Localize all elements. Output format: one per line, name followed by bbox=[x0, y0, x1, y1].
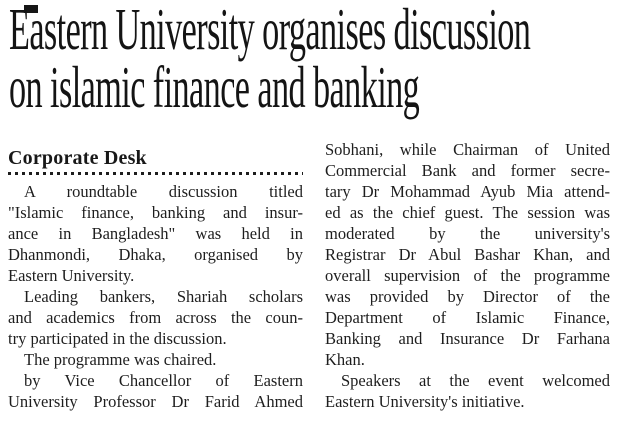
dotted-divider bbox=[8, 172, 303, 175]
text-line: Registrar Dr Abul Bashar Khan, and bbox=[325, 245, 610, 264]
text-line: Department of Islamic Finance, bbox=[325, 308, 610, 327]
text-line: "Islamic finance, banking and insur- bbox=[8, 203, 303, 222]
text-line: moderated by the university's bbox=[325, 224, 610, 243]
text-line: ed as the chief guest. The session was bbox=[325, 203, 610, 222]
text-line: Eastern University's initiative. bbox=[325, 392, 525, 411]
article-headline bbox=[9, 0, 531, 120]
paragraph bbox=[8, 181, 303, 286]
right-column-text bbox=[325, 139, 610, 412]
text-line: Leading bankers, Shariah scholars bbox=[24, 287, 303, 306]
text-line: Eastern University. bbox=[8, 266, 135, 285]
paragraph bbox=[8, 370, 303, 412]
text-line: Speakers at the event welcomed bbox=[341, 371, 610, 390]
paragraph bbox=[8, 349, 303, 370]
headline-line-2: on islamic finance and banking bbox=[9, 54, 420, 120]
article-body bbox=[8, 139, 610, 412]
text-line: Banking and Insurance Dr Farhana bbox=[325, 329, 610, 348]
text-line: University Professor Dr Farid Ahmed bbox=[8, 392, 303, 411]
paragraph bbox=[325, 139, 610, 370]
text-line: Dhanmondi, Dhaka, organised by bbox=[8, 245, 303, 264]
text-line: Khan. bbox=[325, 350, 365, 369]
right-column bbox=[325, 139, 610, 412]
text-line: Commercial Bank and former secre- bbox=[325, 161, 610, 180]
text-line: ance in Bangladesh" was held in bbox=[8, 224, 303, 243]
text-line: overall supervision of the programme bbox=[325, 266, 610, 285]
byline: Corporate Desk bbox=[8, 147, 147, 169]
text-line: by Vice Chancellor of Eastern bbox=[24, 371, 303, 390]
left-column-text bbox=[8, 181, 303, 412]
text-line: The programme was chaired. bbox=[24, 350, 217, 369]
text-line: try participated in the discussion. bbox=[8, 329, 227, 348]
paragraph bbox=[325, 370, 610, 412]
text-line: Sobhani, while Chairman of United bbox=[325, 140, 610, 159]
left-column bbox=[8, 139, 303, 412]
text-line: and academics from across the coun- bbox=[8, 308, 303, 327]
paragraph bbox=[8, 286, 303, 349]
text-line: was provided by Director of the bbox=[325, 287, 610, 306]
text-line: A roundtable discussion titled bbox=[24, 182, 303, 201]
byline-block bbox=[8, 139, 303, 175]
text-line: tary Dr Mohammad Ayub Mia attend- bbox=[325, 182, 610, 201]
headline-line-1: Eastern University organises discussion bbox=[9, 0, 531, 62]
